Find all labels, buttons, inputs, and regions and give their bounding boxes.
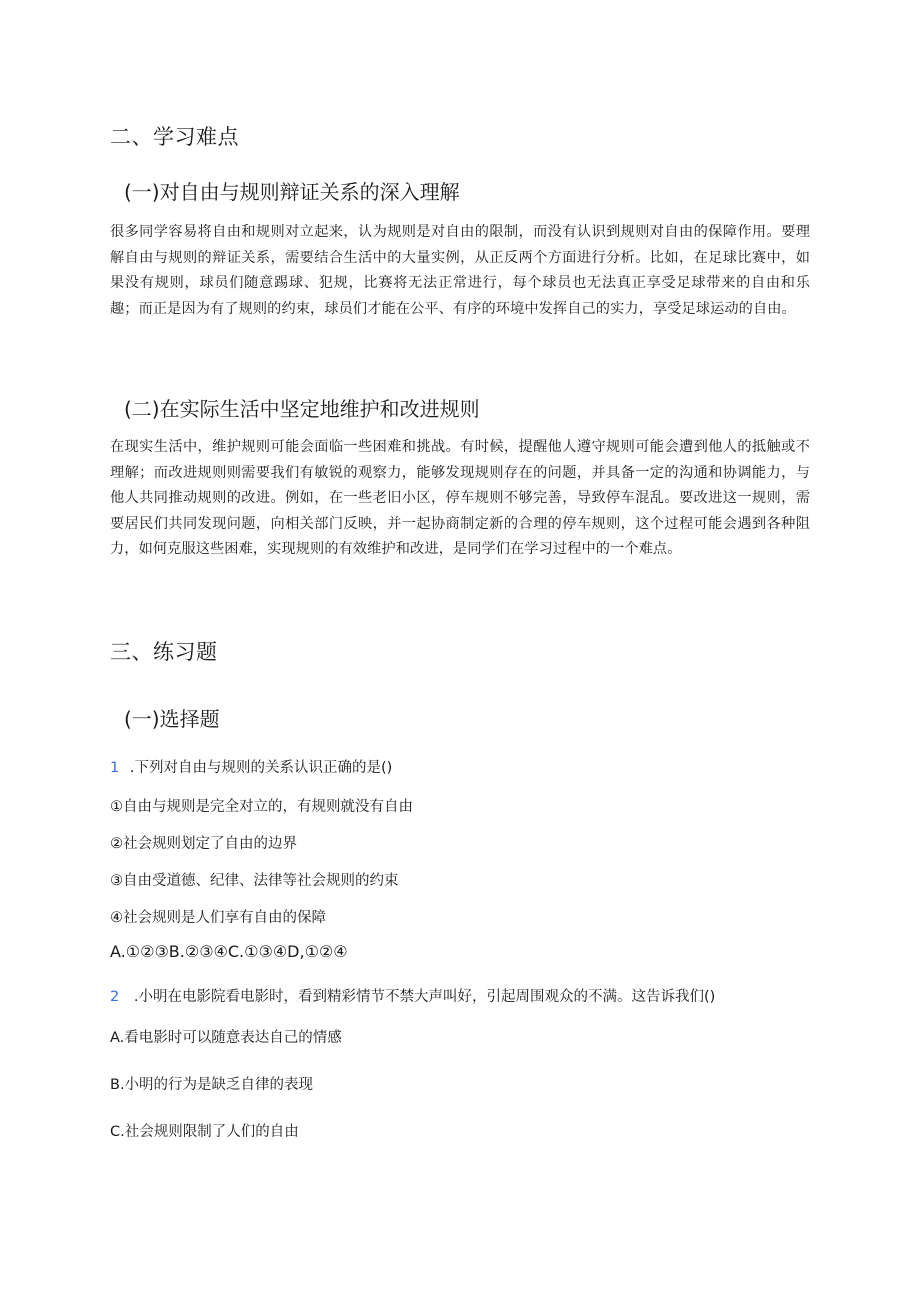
answer-option-c: C.社会规则限制了人们的自由 [110, 1124, 299, 1140]
paragraph-maintain-improve-rules: 在现实生活中，维护规则可能会面临一些困难和挑战。有时候，提醒他人遵守规则可能会遭到他人的抵触或不理解；而改进规则则需要我们有敏锐的观察力，能够发现规则存在的问题，并具备一定的沟通和协调能力，与他人共同推动规则的改进。例如，在一些老旧小区，停车规则不够完善，导致停车混乱。要改进这一规则，需要居民们共同发现问题，向相关部门反映，并一起协商制定新的合理的停车规则，这个过程可能会遇到各种阻力，如何克服这些困难，实现规则的有效维护和改进，是同学们在学习过程中的一个难点。 [110, 439, 810, 558]
section-heading-learning-difficulties: 二、学习难点 [110, 125, 239, 149]
question-number: 1 [110, 760, 120, 776]
question-stem: .小明在电影院看电影时，看到精彩情节不禁大声叫好，引起周围观众的不满。这告诉我们() [133, 989, 716, 1005]
statement-item: ②社会规则划定了自由的边界 [110, 836, 297, 852]
subheading-multiple-choice: (一)选择题 [124, 707, 220, 731]
question-stem: .下列对自由与规则的关系认识正确的是() [129, 760, 393, 776]
question-number: 2 [110, 989, 120, 1005]
subheading-freedom-rules-dialectic: (一)对自由与规则辩证关系的深入理解 [124, 180, 460, 204]
statement-item: ①自由与规则是完全对立的，有规则就没有自由 [110, 799, 413, 815]
subheading-maintain-improve-rules: (二)在实际生活中坚定地维护和改进规则 [124, 397, 480, 421]
answer-option-b: B.小明的行为是缺乏自律的表现 [110, 1077, 314, 1093]
answer-option-a: A.看电影时可以随意表达自己的情感 [110, 1030, 342, 1046]
answer-options: A.①②③B.②③④C.①③④D,①②④ [110, 942, 348, 961]
statement-item: ④社会规则是人们享有自由的保障 [110, 910, 326, 926]
question-1 [110, 756, 392, 777]
paragraph-freedom-rules: 很多同学容易将自由和规则对立起来，认为规则是对自由的限制，而没有认识到规则对自由的保障作用。要理解自由与规则的辩证关系，需要结合生活中的大量实例，从正反两个方面进行分析。比如，在足球比赛中，如果没有规则，球员们随意踢球、犯规，比赛将无法正常进行，每个球员也无法真正享受足球带来的自由和乐趣；而正是因为有了规则的约束，球员们才能在公平、有序的环境中发挥自己的实力，享受足球运动的自由。 [110, 224, 810, 317]
question-2 [110, 985, 715, 1006]
section-heading-exercises: 三、练习题 [110, 640, 218, 664]
statement-item: ③自由受道德、纪律、法律等社会规则的约束 [110, 873, 399, 889]
